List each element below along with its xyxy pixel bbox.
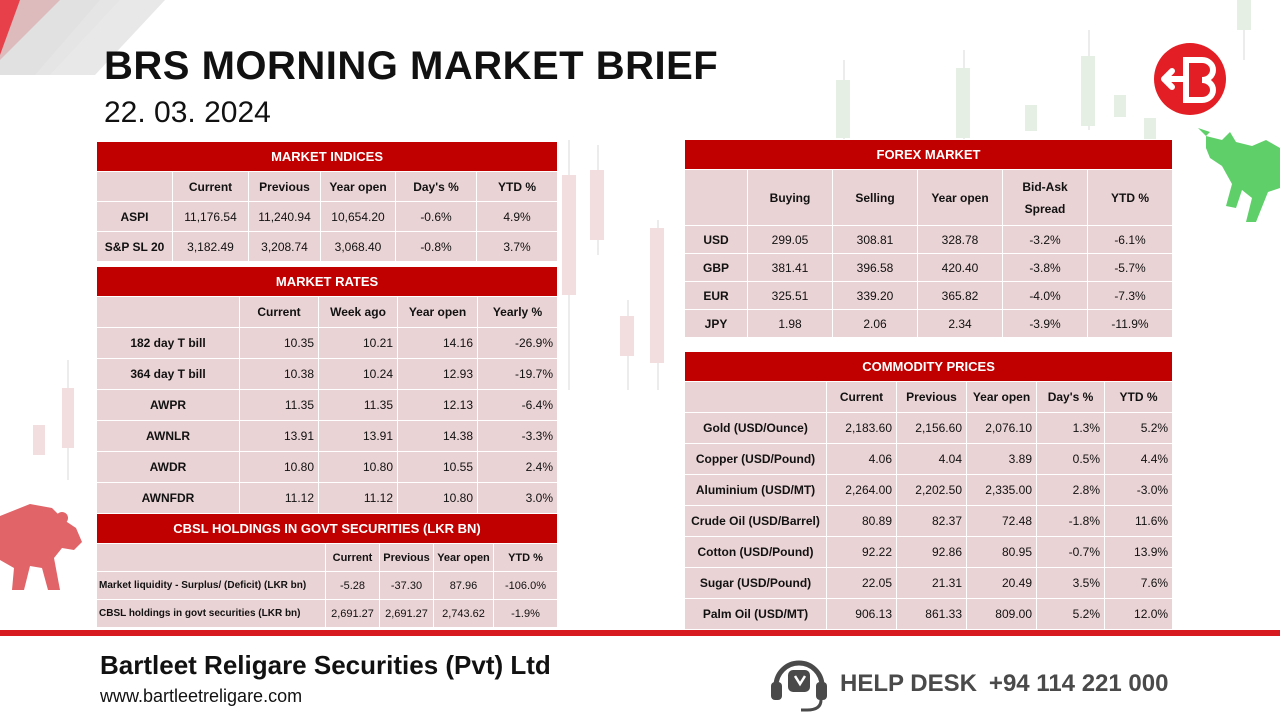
table-cell: 12.13 — [398, 390, 478, 421]
table-cell: 299.05 — [748, 226, 833, 254]
column-header: Current — [173, 172, 249, 202]
table-cell: 80.89 — [827, 506, 897, 537]
column-header: Previous — [249, 172, 321, 202]
table-cell: 10.24 — [319, 359, 398, 390]
table-cell: 3.7% — [477, 232, 558, 262]
row-label: Copper (USD/Pound) — [685, 444, 827, 475]
candle-bar — [562, 175, 576, 295]
row-label: Cotton (USD/Pound) — [685, 537, 827, 568]
column-header: Year open — [321, 172, 396, 202]
table-cell: 10.55 — [398, 452, 478, 483]
table-row — [97, 390, 558, 421]
table-cell: 809.00 — [967, 599, 1037, 630]
row-label: AWPR — [97, 390, 240, 421]
column-header: Year open — [434, 544, 494, 572]
row-label: JPY — [685, 310, 748, 338]
corner-cell — [685, 382, 827, 413]
row-label: AWDR — [97, 452, 240, 483]
table-cell: 1.98 — [748, 310, 833, 338]
row-label: 364 day T bill — [97, 359, 240, 390]
column-header: Bid-Ask Spread — [1003, 170, 1088, 226]
table-row — [685, 506, 1173, 537]
table-cell: 339.20 — [833, 282, 918, 310]
table-cell: 3,068.40 — [321, 232, 396, 262]
table-cell: -6.1% — [1088, 226, 1173, 254]
column-header: Year open — [918, 170, 1003, 226]
candle-bar — [620, 316, 634, 356]
table-cell: 5.2% — [1105, 413, 1173, 444]
table-cell: 7.6% — [1105, 568, 1173, 599]
corner-cell — [97, 297, 240, 328]
table-cell: 12.93 — [398, 359, 478, 390]
table-cell: -26.9% — [478, 328, 558, 359]
table-row — [97, 452, 558, 483]
corner-cell — [97, 172, 173, 202]
table-cell: -5.28 — [326, 572, 380, 600]
table-cell: 2.4% — [478, 452, 558, 483]
table-cell: 2,743.62 — [434, 600, 494, 628]
column-header: YTD % — [477, 172, 558, 202]
table-cell: 2,156.60 — [897, 413, 967, 444]
table-cell: 4.06 — [827, 444, 897, 475]
table-row — [685, 282, 1173, 310]
table-cell: -4.0% — [1003, 282, 1088, 310]
table-cell: 420.40 — [918, 254, 1003, 282]
candle-bar — [1237, 0, 1251, 30]
table-cell: -0.6% — [396, 202, 477, 232]
table-row — [97, 572, 558, 600]
website-link[interactable]: www.bartleetreligare.com — [100, 686, 303, 706]
brs-logo-icon — [1150, 42, 1230, 116]
table-cell: 11.35 — [319, 390, 398, 421]
table-cell: 4.9% — [477, 202, 558, 232]
footer-divider — [0, 630, 1280, 636]
candle-bar — [590, 170, 604, 240]
table-cell: -3.3% — [478, 421, 558, 452]
row-label: Crude Oil (USD/Barrel) — [685, 506, 827, 537]
table-cell: 3.5% — [1037, 568, 1105, 599]
table-cell: 3.89 — [967, 444, 1037, 475]
row-label: GBP — [685, 254, 748, 282]
table-cell: 10.38 — [240, 359, 319, 390]
table-cell: 22.05 — [827, 568, 897, 599]
row-label: Market liquidity - Surplus/ (Deficit) (LKR bn) — [97, 572, 326, 600]
table-cell: -1.8% — [1037, 506, 1105, 537]
table-cell: 328.78 — [918, 226, 1003, 254]
table-cell: -1.9% — [494, 600, 558, 628]
candle-bar — [1081, 56, 1095, 126]
column-header: YTD % — [494, 544, 558, 572]
table-cell: 13.91 — [240, 421, 319, 452]
table-cell: 3,182.49 — [173, 232, 249, 262]
column-header: Previous — [380, 544, 434, 572]
candle-bar — [1114, 95, 1126, 117]
table-cell: -37.30 — [380, 572, 434, 600]
forex-market-title: FOREX MARKET — [685, 140, 1173, 170]
market-rates-table — [96, 266, 558, 514]
table-cell: 21.31 — [897, 568, 967, 599]
table-cell: 4.4% — [1105, 444, 1173, 475]
table-cell: 10.80 — [240, 452, 319, 483]
table-cell: -0.8% — [396, 232, 477, 262]
table-cell: 11.12 — [319, 483, 398, 514]
company-name: Bartleet Religare Securities (Pvt) Ltd — [100, 650, 551, 680]
table-cell: -3.2% — [1003, 226, 1088, 254]
table-cell: 92.86 — [897, 537, 967, 568]
table-cell: 13.9% — [1105, 537, 1173, 568]
table-cell: 13.91 — [319, 421, 398, 452]
column-header: Current — [827, 382, 897, 413]
table-cell: 10.21 — [319, 328, 398, 359]
candle-bar — [1144, 118, 1156, 140]
row-label: USD — [685, 226, 748, 254]
table-cell: 92.22 — [827, 537, 897, 568]
table-cell: 87.96 — [434, 572, 494, 600]
table-cell: -5.7% — [1088, 254, 1173, 282]
help-desk-label: HELP DESK — [840, 670, 977, 697]
headset-icon — [768, 652, 830, 714]
page-title: BRS MORNING MARKET BRIEF — [104, 44, 719, 88]
table-cell: 80.95 — [967, 537, 1037, 568]
row-label: S&P SL 20 — [97, 232, 173, 262]
table-row — [97, 202, 558, 232]
table-cell: 2,335.00 — [967, 475, 1037, 506]
table-row — [685, 599, 1173, 630]
table-cell: 2,076.10 — [967, 413, 1037, 444]
table-cell: -6.4% — [478, 390, 558, 421]
table-cell: 381.41 — [748, 254, 833, 282]
table-cell: 3.0% — [478, 483, 558, 514]
table-row — [685, 254, 1173, 282]
table-row — [97, 328, 558, 359]
table-cell: -3.0% — [1105, 475, 1173, 506]
table-cell: -7.3% — [1088, 282, 1173, 310]
table-row — [685, 226, 1173, 254]
column-header: Yearly % — [478, 297, 558, 328]
table-cell: 11.6% — [1105, 506, 1173, 537]
table-cell: 5.2% — [1037, 599, 1105, 630]
table-cell: 10.80 — [398, 483, 478, 514]
table-cell: 2.06 — [833, 310, 918, 338]
table-cell: 2.8% — [1037, 475, 1105, 506]
table-row — [685, 310, 1173, 338]
table-cell: 396.58 — [833, 254, 918, 282]
market-indices-title: MARKET INDICES — [97, 142, 558, 172]
bull-icon — [1196, 118, 1280, 224]
row-label: Sugar (USD/Pound) — [685, 568, 827, 599]
column-header: Day's % — [396, 172, 477, 202]
report-date: 22. 03. 2024 — [104, 96, 271, 129]
candle-bar — [33, 425, 45, 455]
table-cell: 2,183.60 — [827, 413, 897, 444]
table-cell: 0.5% — [1037, 444, 1105, 475]
market-rates-title: MARKET RATES — [97, 267, 558, 297]
cbsl-holdings-table — [96, 513, 558, 628]
table-cell: 11,240.94 — [249, 202, 321, 232]
row-label: 182 day T bill — [97, 328, 240, 359]
column-header: Year open — [967, 382, 1037, 413]
table-cell: 14.38 — [398, 421, 478, 452]
candle-bar — [650, 228, 664, 363]
bear-icon — [0, 498, 88, 594]
table-cell: 12.0% — [1105, 599, 1173, 630]
table-cell: -3.8% — [1003, 254, 1088, 282]
corner-cell — [685, 170, 748, 226]
table-cell: -3.9% — [1003, 310, 1088, 338]
table-cell: -11.9% — [1088, 310, 1173, 338]
table-cell: -19.7% — [478, 359, 558, 390]
table-cell: 3,208.74 — [249, 232, 321, 262]
column-header: Previous — [897, 382, 967, 413]
column-header: Day's % — [1037, 382, 1105, 413]
table-row — [685, 413, 1173, 444]
cbsl-holdings-title: CBSL HOLDINGS IN GOVT SECURITIES (LKR BN) — [97, 514, 558, 544]
candle-bar — [836, 80, 850, 138]
table-row — [685, 537, 1173, 568]
row-label: AWNFDR — [97, 483, 240, 514]
table-row — [685, 444, 1173, 475]
table-row — [97, 232, 558, 262]
table-cell: 11.35 — [240, 390, 319, 421]
table-cell: 325.51 — [748, 282, 833, 310]
table-row — [685, 475, 1173, 506]
column-header: Current — [240, 297, 319, 328]
column-header: Week ago — [319, 297, 398, 328]
table-cell: 10.80 — [319, 452, 398, 483]
table-cell: 10,654.20 — [321, 202, 396, 232]
table-row — [97, 483, 558, 514]
row-label: Palm Oil (USD/MT) — [685, 599, 827, 630]
table-cell: 10.35 — [240, 328, 319, 359]
table-cell: 2,691.27 — [326, 600, 380, 628]
table-row — [97, 359, 558, 390]
market-indices-table — [96, 141, 558, 262]
table-cell: 20.49 — [967, 568, 1037, 599]
table-cell: 82.37 — [897, 506, 967, 537]
table-cell: 2,264.00 — [827, 475, 897, 506]
help-desk — [840, 670, 1168, 698]
table-cell: 2.34 — [918, 310, 1003, 338]
table-cell: 14.16 — [398, 328, 478, 359]
table-cell: 72.48 — [967, 506, 1037, 537]
help-desk-phone[interactable]: +94 114 221 000 — [988, 670, 1169, 697]
candle-bar — [1025, 105, 1037, 131]
table-cell: 4.04 — [897, 444, 967, 475]
table-cell: -0.7% — [1037, 537, 1105, 568]
row-label: CBSL holdings in govt securities (LKR bn) — [97, 600, 326, 628]
column-header: YTD % — [1088, 170, 1173, 226]
table-cell: 861.33 — [897, 599, 967, 630]
candle-bar — [62, 388, 74, 448]
table-cell: 11.12 — [240, 483, 319, 514]
commodity-prices-title: COMMODITY PRICES — [685, 352, 1173, 382]
table-row — [97, 421, 558, 452]
row-label: EUR — [685, 282, 748, 310]
table-cell: -106.0% — [494, 572, 558, 600]
column-header: Buying — [748, 170, 833, 226]
commodity-prices-table — [684, 351, 1173, 630]
candle-bar — [956, 68, 970, 138]
table-cell: 11,176.54 — [173, 202, 249, 232]
table-cell: 906.13 — [827, 599, 897, 630]
table-cell: 308.81 — [833, 226, 918, 254]
column-header: Selling — [833, 170, 918, 226]
column-header: Year open — [398, 297, 478, 328]
row-label: AWNLR — [97, 421, 240, 452]
corner-cell — [97, 544, 326, 572]
table-row — [97, 600, 558, 628]
table-cell: 2,202.50 — [897, 475, 967, 506]
column-header: Current — [326, 544, 380, 572]
table-cell: 365.82 — [918, 282, 1003, 310]
forex-market-table — [684, 139, 1173, 338]
table-cell: 2,691.27 — [380, 600, 434, 628]
row-label: Aluminium (USD/MT) — [685, 475, 827, 506]
table-row — [685, 568, 1173, 599]
column-header: YTD % — [1105, 382, 1173, 413]
row-label: ASPI — [97, 202, 173, 232]
row-label: Gold (USD/Ounce) — [685, 413, 827, 444]
table-cell: 1.3% — [1037, 413, 1105, 444]
